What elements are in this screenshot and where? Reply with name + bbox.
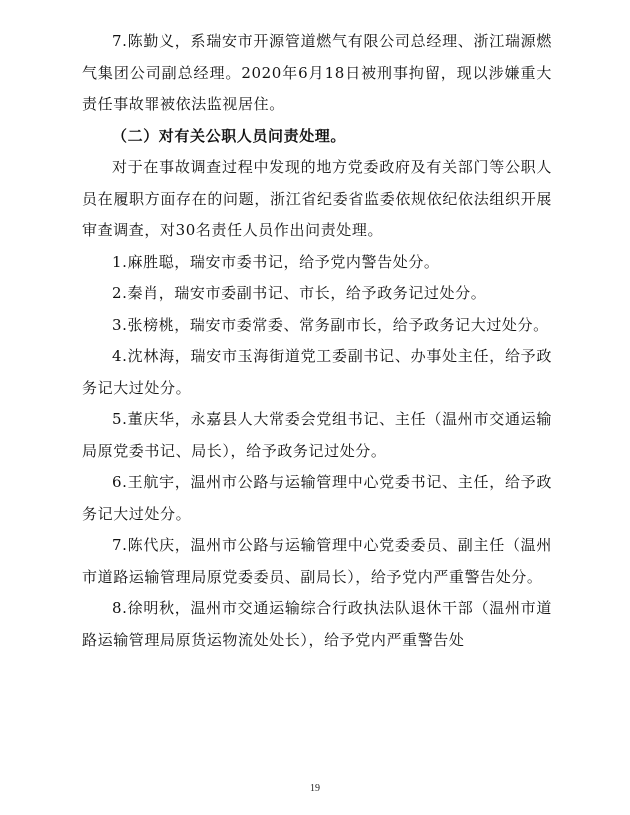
list-item-1: 1.麻胜聪，瑞安市委书记，给予党内警告处分。 bbox=[112, 252, 440, 271]
list-item-8: 8.徐明秋，温州市交通运输综合行政执法队退休干部（温州市道路运输管理局原货运物流处处长），给予党内严重警告处 bbox=[82, 599, 552, 649]
page-number: 19 bbox=[310, 783, 320, 794]
document-page bbox=[82, 26, 552, 656]
list-item-7: 7.陈代庆，温州市公路与运输管理中心党委委员、副主任（温州市道路运输管理局原党委委员、副局长），给予党内严重警告处分。 bbox=[82, 536, 552, 586]
list-item-4: 4.沈林海，瑞安市玉海街道党工委副书记、办事处主任，给予政务记大过处分。 bbox=[82, 347, 552, 397]
list-item-3: 3.张榜桃，瑞安市委常委、常务副市长，给予政务记大过处分。 bbox=[112, 315, 549, 334]
list-item-5: 5.董庆华，永嘉县人大常委会党组书记、主任（温州市交通运输局原党委书记、局长），给予政务记过处分。 bbox=[82, 410, 552, 460]
paragraph-chen-qinyi: 7.陈勤义，系瑞安市开源管道燃气有限公司总经理、浙江瑞源燃气集团公司副总经理。2020年6月18日被刑事拘留，现以涉嫌重大责任事故罪被依法监视居住。 bbox=[82, 32, 552, 113]
paragraph-intro-accountability: 对于在事故调查过程中发现的地方党委政府及有关部门等公职人员在履职方面存在的问题，浙江省纪委省监委依规依纪依法组织开展审查调查，对30名责任人员作出问责处理。 bbox=[82, 158, 552, 239]
list-item-2: 2.秦肖，瑞安市委副书记、市长，给予政务记过处分。 bbox=[112, 284, 487, 302]
section-heading-accountability: （二）对有关公职人员问责处理。 bbox=[112, 126, 347, 145]
list-item-6: 6.王航宇，温州市公路与运输管理中心党委书记、主任，给予政务记大过处分。 bbox=[82, 473, 552, 523]
